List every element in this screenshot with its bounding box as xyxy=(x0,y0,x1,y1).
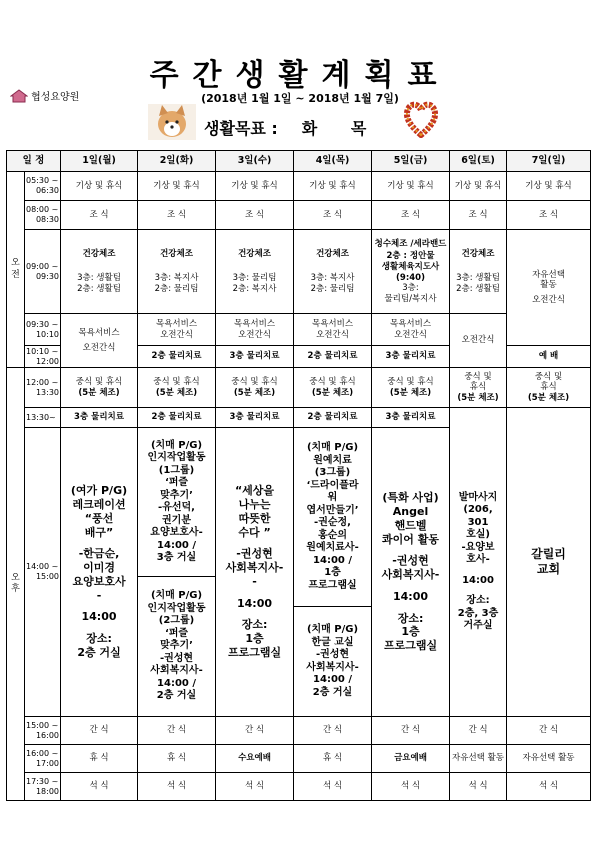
program-line: 원예치료 xyxy=(313,454,352,466)
program-line: 요양보호사 xyxy=(72,574,126,588)
program-line: (여가 P/G) xyxy=(70,484,128,498)
program-line: 핸드벨 xyxy=(394,518,427,532)
program-line: -권성현 xyxy=(236,547,273,561)
cell-lunch-mon: 중식 및 휴식 (5분 체조) xyxy=(61,368,138,408)
program-line xyxy=(451,567,505,575)
col-header-schedule: 일 정 xyxy=(7,151,61,172)
cell-0900-sun: 자유선택 활동 오전간식 xyxy=(507,230,591,346)
cell-lunch-fri: 중식 및 휴식 (5분 체조) xyxy=(372,368,450,408)
cell-breakfast-sun: 조 식 xyxy=(507,201,591,230)
program-line: 14:00 xyxy=(237,596,273,610)
cell-wake-tue: 기상 및 휴식 xyxy=(138,172,216,201)
program-line: 사회복지사- xyxy=(150,665,203,677)
program-line xyxy=(373,604,448,612)
cell-breakfast-sat: 조 식 xyxy=(450,201,507,230)
program-line: ‘퍼즐 xyxy=(164,627,189,639)
program-line: Angel xyxy=(392,505,429,518)
cell-0930-mon: 목욕서비스 오전간식 xyxy=(61,314,138,368)
org-name: 협성요양원 xyxy=(31,92,80,103)
program-line: -권성현 xyxy=(159,652,194,664)
program-line: 14:00 xyxy=(81,610,117,624)
time-slot: 10:10 ~ 12:00 xyxy=(26,346,60,366)
org-logo xyxy=(10,88,79,103)
program-line: (2그룹) xyxy=(158,615,195,627)
program-line: 14:00 xyxy=(462,574,494,586)
cell-snack-tue: 간 식 xyxy=(138,717,216,745)
program-line: “세상을 xyxy=(234,484,275,498)
program-line: (치매 P/G) xyxy=(306,442,359,453)
program-line: 발마사지 xyxy=(458,491,498,503)
program-line: 권기분 xyxy=(162,514,191,526)
cell-1600-thu: 휴 식 xyxy=(294,745,372,773)
col-header-sun: 7일(일) xyxy=(507,151,591,172)
goal-value: 화 목 xyxy=(301,119,381,138)
program-line: (특화 사업) xyxy=(382,491,439,505)
program-line: 프로그램실 xyxy=(383,639,438,652)
program-line: 인지작업활동 xyxy=(147,602,206,614)
time-slot: 14:00 ~ 15:00 xyxy=(25,428,61,717)
cell-snack-wed: 간 식 xyxy=(216,717,294,745)
table-row xyxy=(7,745,591,773)
cell-dinner-sat: 석 식 xyxy=(450,773,507,801)
cell-1330-mon: 3층 물리치료 xyxy=(61,408,138,428)
cell-1010-tue: 2층 물리치료 xyxy=(138,346,216,368)
program-line: -권성현 xyxy=(392,554,429,568)
program-line: 2층 거실 xyxy=(77,645,121,659)
time-slot: 09:30 ~ 10:10 xyxy=(25,314,61,346)
program-line: 14:00 / xyxy=(313,674,352,685)
table-row xyxy=(7,773,591,801)
program-line: 따뜻한 xyxy=(238,511,271,525)
cell-1600-mon: 휴 식 xyxy=(61,745,138,773)
table-row xyxy=(7,230,591,314)
col-header-wed: 3일(수) xyxy=(216,151,294,172)
cell-0930-wed: 목욕서비스 오전간식 xyxy=(216,314,294,346)
cell-lunch-sat: 중식 및 휴식 (5분 체조) xyxy=(450,368,507,408)
side-pm: 오후 xyxy=(7,368,25,801)
time-slot: 09:00 ~ 09:30 xyxy=(25,230,61,314)
cell-0930-fri: 목욕서비스 오전간식 xyxy=(372,314,450,346)
program-line: -한금순, xyxy=(78,547,120,561)
heart-wreath-icon xyxy=(404,100,438,138)
cell-1400-tue xyxy=(138,428,216,717)
cell-1400-thu xyxy=(294,428,372,717)
program-line: 2층, 3층 xyxy=(457,607,499,619)
cell-1010-thu: 2층 물리치료 xyxy=(294,346,372,368)
col-header-mon: 1일(월) xyxy=(61,151,138,172)
cell-1400-sun xyxy=(507,408,591,717)
cell-1600-sat: 자유선택 활동 xyxy=(450,745,507,773)
cell-wake-thu: 기상 및 휴식 xyxy=(294,172,372,201)
col-header-sat: 6일(토) xyxy=(450,151,507,172)
cell-dinner-fri: 석 식 xyxy=(372,773,450,801)
program-line: 장소: xyxy=(397,611,424,625)
cell-0900-mon: 건강체조 3층: 생활팀 2층: 생활팀 xyxy=(61,230,138,314)
program-line: 배구” xyxy=(84,525,114,539)
program-line: ‘드라이플라 xyxy=(306,479,359,491)
program-line: 사회복지사- xyxy=(306,661,359,673)
program-line xyxy=(62,602,136,610)
program-line: - xyxy=(252,574,257,588)
time-slot: 12:00 ~ 13:30 xyxy=(25,368,61,408)
cell-breakfast-thu: 조 식 xyxy=(294,201,372,230)
cell-lunch-sun: 중식 및 휴식 (5분 체조) xyxy=(507,368,591,408)
program-line: 레크레이션 xyxy=(72,498,126,512)
col-header-fri: 5일(금) xyxy=(372,151,450,172)
program-line: “풍선 xyxy=(84,511,114,525)
cell-breakfast-fri: 조 식 xyxy=(372,201,450,230)
program-line: (치매 P/G) xyxy=(150,439,203,451)
life-goal xyxy=(204,116,380,139)
time-slot: 05:30 ~ 06:30 xyxy=(25,172,61,201)
cell-dinner-mon: 석 식 xyxy=(61,773,138,801)
cell-1010-sun: 예 배 xyxy=(507,346,591,368)
cell-snack-fri: 간 식 xyxy=(372,717,450,745)
table-row xyxy=(7,408,591,428)
cell-0930-thu: 목욕서비스 오전간식 xyxy=(294,314,372,346)
cell-wake-wed: 기상 및 휴식 xyxy=(216,172,294,201)
program-line: 맞추기’ xyxy=(160,489,193,501)
cell-0930-sat: 오전간식 xyxy=(450,314,507,368)
cell-breakfast-mon: 조 식 xyxy=(61,201,138,230)
program-line: (3그룹) xyxy=(314,467,351,478)
side-am: 오전 xyxy=(7,172,25,368)
cell-lunch-tue: 중식 및 휴식 (5분 체조) xyxy=(138,368,216,408)
cell-0900-thu: 건강체조 3층: 복지사 2층: 물리팀 xyxy=(294,230,372,314)
time-slot: 15:00 ~ 16:00 xyxy=(25,717,61,745)
program-line: -유선덕, xyxy=(158,502,195,513)
program-line: 사회복지사- xyxy=(225,561,284,575)
cell-0900-fri: 청수체조 /세라밴드 2층 : 정안물 생활체육지도사 (9:40) 3층: 물리팀/복지사 xyxy=(372,230,450,314)
header-row xyxy=(7,151,591,172)
program-line: 워 xyxy=(327,492,338,503)
program-line: 프로그램실 xyxy=(308,579,357,591)
table-row xyxy=(7,314,591,346)
time-slot: 13:30~ xyxy=(25,408,61,428)
cell-breakfast-tue: 조 식 xyxy=(138,201,216,230)
program-line: 거주실 xyxy=(463,620,493,631)
program-line: 인지작업활동 xyxy=(147,452,206,463)
time-slot: 16:00 ~ 17:00 xyxy=(25,745,61,773)
program-line xyxy=(217,589,292,597)
program-line: 원예치료사- xyxy=(306,542,359,553)
program-line: - xyxy=(96,588,102,602)
time-slot: 17:30 ~ 18:00 xyxy=(25,773,61,801)
cell-1330-tue: 2층 물리치료 xyxy=(138,408,216,428)
program-line: 3층 거실 xyxy=(156,552,197,563)
cell-1600-wed: 수요예배 xyxy=(216,745,294,773)
cell-snack-sun: 간 식 xyxy=(507,717,591,745)
schedule-period: (2018년 1월 1일 ~ 2018년 1월 7일) xyxy=(201,92,399,105)
cell-dinner-sun: 석 식 xyxy=(507,773,591,801)
cell-snack-thu: 간 식 xyxy=(294,717,372,745)
program-line: 맞추기’ xyxy=(160,640,193,652)
cell-wake-fri: 기상 및 휴식 xyxy=(372,172,450,201)
program-line: 14:00 / xyxy=(157,677,196,689)
program-line: (치매 P/G) xyxy=(150,590,203,602)
program-line: 1층 xyxy=(401,625,420,639)
time-slot: 08:00 ~ 08:30 xyxy=(25,201,61,230)
cell-wake-sat: 기상 및 휴식 xyxy=(450,172,507,201)
dog-mascot-icon xyxy=(148,104,196,140)
program-line: -요양보 xyxy=(461,541,495,553)
program-line: 14:00 / xyxy=(157,539,196,551)
program-line: 프로그램실 xyxy=(227,645,282,659)
program-line: 이미경 xyxy=(83,561,115,575)
cell-snack-mon: 간 식 xyxy=(61,717,138,745)
program-line: 2층 거실 xyxy=(156,690,197,702)
cell-0930-tue: 목욕서비스 오전간식 xyxy=(138,314,216,346)
cell-wake-mon: 기상 및 휴식 xyxy=(61,172,138,201)
program-line: -권성현 xyxy=(315,649,350,660)
program-line: 요양보호사- xyxy=(150,527,203,538)
program-line: ‘퍼즐 xyxy=(164,477,189,488)
cell-1330-fri: 3층 물리치료 xyxy=(372,408,450,428)
cell-1400-sat xyxy=(450,408,507,717)
program-line: 장소: xyxy=(466,595,490,606)
cell-0900-tue: 건강체조 3층: 복지사 2층: 물리팀 xyxy=(138,230,216,314)
program-line: (1그룹) xyxy=(158,464,195,476)
program-line: 2층 거실 xyxy=(312,686,353,698)
cell-wake-sun: 기상 및 휴식 xyxy=(507,172,591,201)
program-line xyxy=(373,582,448,590)
program-line: 1층 xyxy=(324,567,341,578)
cell-1330-thu: 2층 물리치료 xyxy=(294,408,372,428)
weekly-schedule-table xyxy=(6,150,591,801)
program-line: 장소: xyxy=(86,632,112,646)
program-line: 수다 ” xyxy=(238,525,271,539)
program-line: 콰이어 활동 xyxy=(382,532,439,546)
program-line: 사회복지사- xyxy=(381,568,440,581)
cell-0900-sat: 건강체조 3층: 생활팀 2층: 생활팀 xyxy=(450,230,507,314)
cell-lunch-wed: 중식 및 휴식 (5분 체조) xyxy=(216,368,294,408)
program-line: 14:00 xyxy=(393,589,429,603)
program-line: (치매 P/G) xyxy=(306,624,359,635)
cell-dinner-wed: 석 식 xyxy=(216,773,294,801)
program-line: 장소: xyxy=(241,618,268,632)
program-line: 호사- xyxy=(466,554,490,565)
program-line: 1층 xyxy=(245,632,264,646)
program-line: -권순정, xyxy=(314,517,351,528)
program-line: 한글 교실 xyxy=(311,636,354,648)
program-line: 호실) xyxy=(466,529,490,540)
cell-lunch-thu: 중식 및 휴식 (5분 체조) xyxy=(294,368,372,408)
table-row xyxy=(7,172,591,201)
table-row xyxy=(7,717,591,745)
program-line xyxy=(451,587,505,595)
col-header-thu: 4일(목) xyxy=(294,151,372,172)
cell-0900-wed: 건강체조 3층: 물리팀 2층: 복지사 xyxy=(216,230,294,314)
program-line: 나누는 xyxy=(238,498,271,512)
table-row xyxy=(7,201,591,230)
page-title: 주간생활계획표 xyxy=(149,58,451,93)
program-line: 홍순의 xyxy=(318,529,347,541)
cell-breakfast-wed: 조 식 xyxy=(216,201,294,230)
program-line: (206, xyxy=(463,504,493,515)
goal-label: 생활목표 : xyxy=(204,119,278,138)
cell-1400-mon xyxy=(61,428,138,717)
cell-1010-fri: 3층 물리치료 xyxy=(372,346,450,368)
house-logo-icon xyxy=(10,89,28,103)
program-line: 엽서만들기’ xyxy=(306,504,359,516)
cell-dinner-thu: 석 식 xyxy=(294,773,372,801)
program-line: 갈릴리 xyxy=(531,547,566,561)
table-row xyxy=(7,368,591,408)
program-line: 교회 xyxy=(536,562,561,576)
cell-1600-tue: 휴 식 xyxy=(138,745,216,773)
cell-1400-fri xyxy=(372,428,450,717)
col-header-tue: 2일(화) xyxy=(138,151,216,172)
program-line xyxy=(62,624,136,632)
program-line: 301 xyxy=(467,516,489,528)
cell-1600-fri: 금요예배 xyxy=(372,745,450,773)
program-line: 14:00 / xyxy=(313,554,352,566)
cell-1600-sun: 자유선택 활동 xyxy=(507,745,591,773)
cell-snack-sat: 간 식 xyxy=(450,717,507,745)
cell-dinner-tue: 석 식 xyxy=(138,773,216,801)
cell-1010-wed: 3층 물리치료 xyxy=(216,346,294,368)
cell-1330-wed: 3층 물리치료 xyxy=(216,408,294,428)
cell-1400-wed xyxy=(216,428,294,717)
